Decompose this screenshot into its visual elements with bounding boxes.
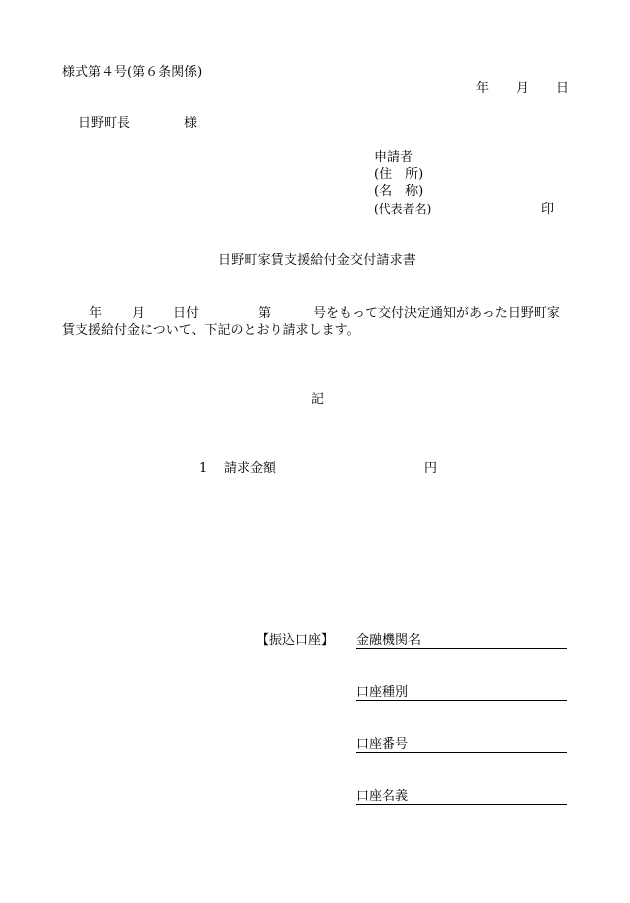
- ki-heading: 記: [311, 392, 325, 407]
- seal-mark: 印: [541, 202, 555, 217]
- applicant-address-label: (住 所): [374, 167, 424, 182]
- body-month: 月: [132, 306, 146, 321]
- form-number: 様式第４号(第６条関係): [62, 65, 203, 80]
- body-number-prefix: 第: [258, 306, 272, 321]
- body-year: 年: [89, 306, 103, 321]
- item-number: 1: [199, 461, 208, 476]
- body-line-1-text: 号をもって交付決定通知があった日野町家: [313, 306, 560, 321]
- applicant-representative-label: (代表者名): [374, 202, 432, 216]
- bank-name-field[interactable]: 金融機関名: [356, 634, 567, 649]
- document-title: 日野町家賃支援給付金交付請求書: [218, 253, 417, 268]
- date-month-label: 月: [516, 81, 530, 96]
- addressee-honorific: 様: [184, 116, 198, 131]
- account-holder-field[interactable]: 口座名義: [356, 790, 567, 805]
- date-day-label: 日: [556, 81, 570, 96]
- body-line-2: 賃支援給付金について、下記のとおり請求します。: [62, 323, 360, 338]
- addressee-name: 日野町長: [78, 116, 131, 131]
- item-unit-yen: 円: [424, 461, 438, 476]
- applicant-label: 申請者: [374, 150, 414, 165]
- applicant-name-label: (名 称): [374, 184, 424, 199]
- body-day: 日付: [173, 306, 200, 321]
- bank-account-heading: 【振込口座】: [256, 633, 335, 648]
- item-label-request-amount: 請求金額: [224, 461, 277, 476]
- account-type-field[interactable]: 口座種別: [356, 686, 567, 701]
- account-number-field[interactable]: 口座番号: [356, 738, 567, 753]
- date-year-label: 年: [476, 81, 490, 96]
